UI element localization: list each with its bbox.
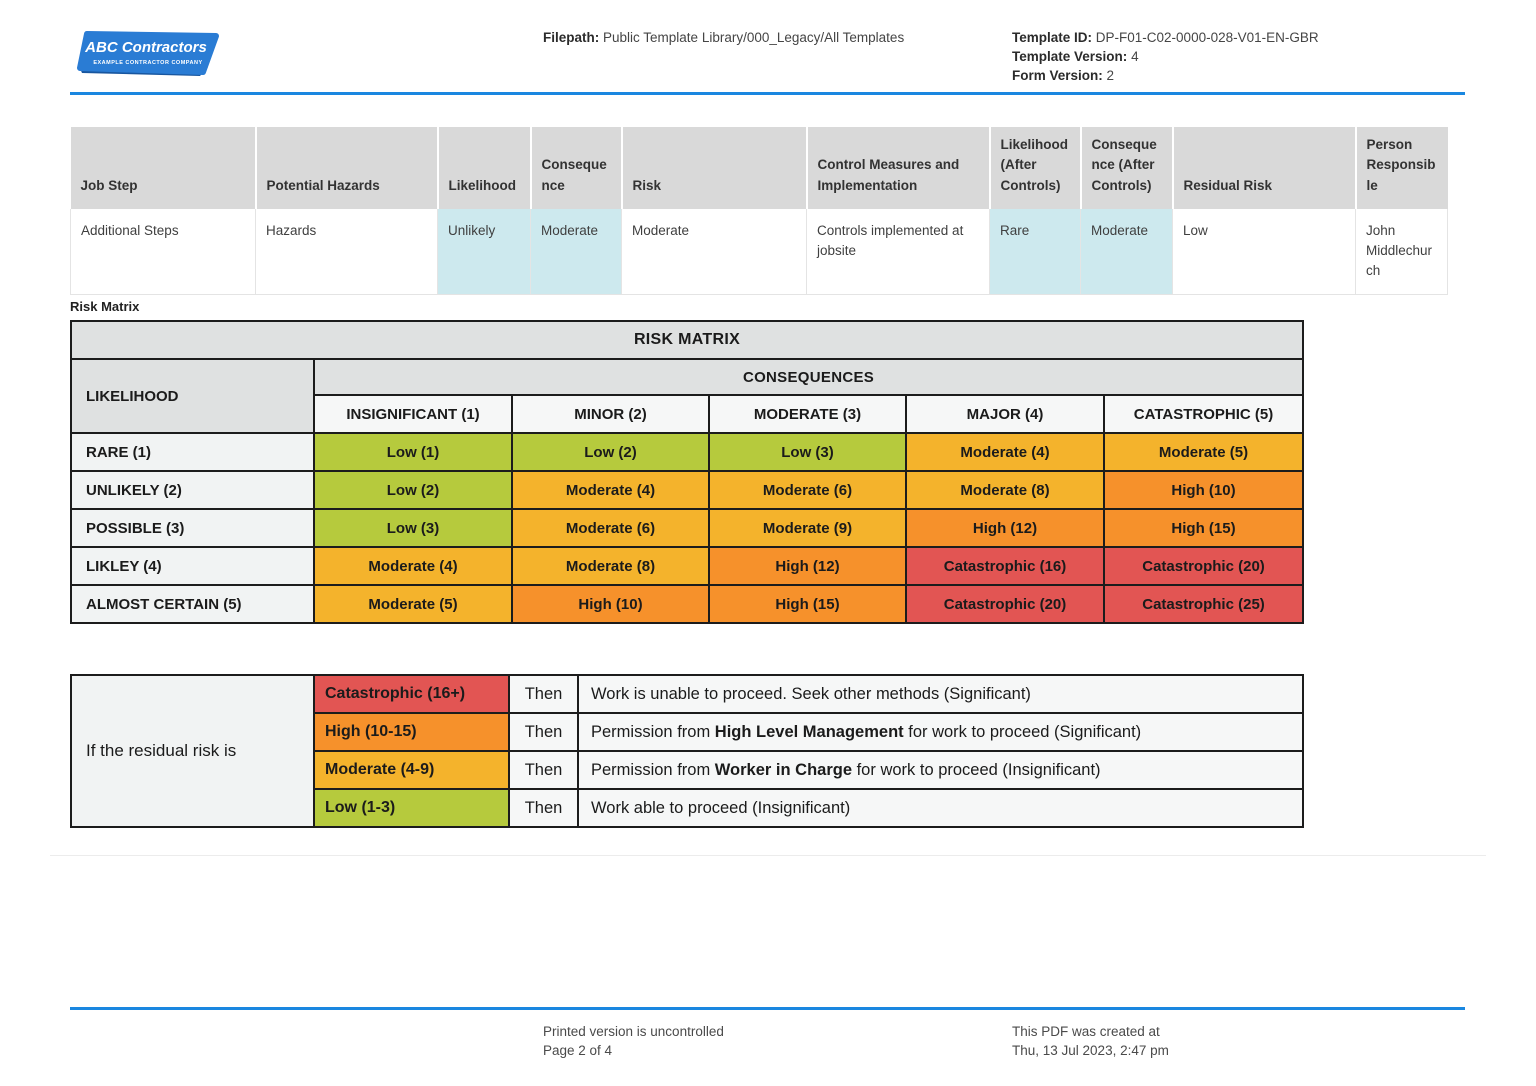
legend-then-label: Then: [509, 751, 578, 789]
footer-divider: [70, 1007, 1465, 1010]
likelihood-row-label: POSSIBLE (3): [71, 509, 314, 547]
risk-matrix-section-label: Risk Matrix: [70, 299, 140, 314]
risk-cell-moderate: Moderate (6): [709, 471, 906, 509]
footer-left: [543, 1022, 724, 1060]
template-version-label: Template Version:: [1012, 49, 1128, 64]
consequence-level-catastrophic: CATASTROPHIC (5): [1104, 395, 1303, 433]
company-logo: [70, 30, 220, 80]
col-control-measures: Control Measures and Implementation: [807, 127, 990, 209]
footer-uncontrolled-note: Printed version is uncontrolled: [543, 1024, 724, 1039]
risk-cell-catastrophic: Catastrophic (20): [906, 585, 1104, 623]
cell-job-step: Additional Steps: [71, 209, 256, 294]
cell-likelihood-after: Rare: [990, 209, 1081, 294]
risk-matrix-row: [71, 509, 1303, 547]
consequence-level-major: MAJOR (4): [906, 395, 1104, 433]
cell-consequence: Moderate: [531, 209, 622, 294]
col-risk: Risk: [622, 127, 807, 209]
legend-then-label: Then: [509, 713, 578, 751]
likelihood-row-label: ALMOST CERTAIN (5): [71, 585, 314, 623]
risk-cell-moderate: Moderate (5): [314, 585, 512, 623]
legend-range-high: High (10-15): [314, 713, 509, 751]
risk-matrix-body: [71, 433, 1303, 623]
legend-row: [71, 675, 1303, 713]
job-step-table: [70, 127, 1448, 295]
template-id-label: Template ID:: [1012, 30, 1093, 45]
consequence-level-insignificant: INSIGNIFICANT (1): [314, 395, 512, 433]
risk-cell-high: High (15): [1104, 509, 1303, 547]
risk-matrix-row: [71, 585, 1303, 623]
risk-cell-moderate: Moderate (9): [709, 509, 906, 547]
cell-consequence-after: Moderate: [1081, 209, 1173, 294]
risk-cell-moderate: Moderate (5): [1104, 433, 1303, 471]
risk-cell-moderate: Moderate (8): [512, 547, 709, 585]
consequence-level-minor: MINOR (2): [512, 395, 709, 433]
risk-matrix-row: [71, 471, 1303, 509]
legend-range-moderate: Moderate (4-9): [314, 751, 509, 789]
template-id-value: DP-F01-C02-0000-028-V01-EN-GBR: [1095, 30, 1319, 45]
risk-cell-moderate: Moderate (8): [906, 471, 1104, 509]
cell-control-measures: Controls implemented at jobsite: [807, 209, 990, 294]
risk-cell-moderate: Moderate (4): [314, 547, 512, 585]
template-id-line: [1012, 28, 1319, 47]
form-version-label: Form Version:: [1012, 68, 1103, 83]
risk-cell-moderate: Moderate (4): [906, 433, 1104, 471]
col-consequence-after: Consequence (After Controls): [1081, 127, 1173, 209]
cell-risk: Moderate: [622, 209, 807, 294]
cell-person-responsible: John Middlechurch: [1356, 209, 1448, 294]
col-job-step: Job Step: [71, 127, 256, 209]
col-potential-hazards: Potential Hazards: [256, 127, 438, 209]
logo-subtitle: EXAMPLE CONTRACTOR COMPANY: [93, 60, 203, 66]
risk-cell-high: High (15): [709, 585, 906, 623]
likelihood-row-label: RARE (1): [71, 433, 314, 471]
legend-description: Permission from High Level Management for work to proceed (Significant): [578, 713, 1303, 751]
logo-title: ABC Contractors: [85, 39, 207, 56]
job-table-data-row: [71, 209, 1448, 294]
legend-then-label: Then: [509, 675, 578, 713]
risk-cell-moderate: Moderate (4): [512, 471, 709, 509]
legend-description: Work is unable to proceed. Seek other methods (Significant): [578, 675, 1303, 713]
cell-potential-hazards: Hazards: [256, 209, 438, 294]
footer-page-number: Page 2 of 4: [543, 1043, 613, 1058]
section-divider: [50, 855, 1486, 856]
col-residual-risk: Residual Risk: [1173, 127, 1356, 209]
legend-range-catastrophic: Catastrophic (16+): [314, 675, 509, 713]
cell-likelihood: Unlikely: [438, 209, 531, 294]
likelihood-header: LIKELIHOOD: [71, 359, 314, 433]
col-consequence: Consequence: [531, 127, 622, 209]
risk-cell-low: Low (3): [314, 509, 512, 547]
risk-cell-catastrophic: Catastrophic (25): [1104, 585, 1303, 623]
consequences-header: CONSEQUENCES: [314, 359, 1303, 395]
filepath: [543, 28, 904, 47]
legend-then-label: Then: [509, 789, 578, 827]
template-version-value: 4: [1131, 49, 1139, 64]
legend-body: [71, 675, 1303, 827]
job-table-header-row: [71, 127, 1448, 209]
footer-created-timestamp: Thu, 13 Jul 2023, 2:47 pm: [1012, 1043, 1169, 1058]
risk-matrix-row: [71, 547, 1303, 585]
risk-matrix-row: [71, 433, 1303, 471]
risk-cell-high: High (12): [906, 509, 1104, 547]
risk-cell-high: High (10): [1104, 471, 1303, 509]
risk-cell-catastrophic: Catastrophic (16): [906, 547, 1104, 585]
risk-cell-high: High (10): [512, 585, 709, 623]
residual-risk-legend: [70, 674, 1304, 828]
risk-cell-low: Low (2): [512, 433, 709, 471]
template-version-line: [1012, 47, 1319, 66]
filepath-label: Filepath:: [543, 30, 600, 45]
template-info: [1012, 28, 1319, 85]
risk-cell-moderate: Moderate (6): [512, 509, 709, 547]
risk-cell-high: High (12): [709, 547, 906, 585]
risk-matrix-title-row: [71, 321, 1303, 359]
form-version-value: 2: [1106, 68, 1115, 83]
consequence-level-moderate: MODERATE (3): [709, 395, 906, 433]
legend-description: Permission from Worker in Charge for work to proceed (Insignificant): [578, 751, 1303, 789]
col-likelihood-after: Likelihood (After Controls): [990, 127, 1081, 209]
filepath-value: Public Template Library/000_Legacy/All Templates: [603, 30, 905, 45]
risk-cell-low: Low (2): [314, 471, 512, 509]
cell-residual-risk: Low: [1173, 209, 1356, 294]
legend-intro: If the residual risk is: [71, 675, 314, 827]
legend-description: Work able to proceed (Insignificant): [578, 789, 1303, 827]
footer-created-label: This PDF was created at: [1012, 1024, 1160, 1039]
risk-matrix-consequences-row: [71, 359, 1303, 395]
form-version-line: [1012, 66, 1319, 85]
likelihood-row-label: UNLIKELY (2): [71, 471, 314, 509]
risk-cell-catastrophic: Catastrophic (20): [1104, 547, 1303, 585]
likelihood-row-label: LIKLEY (4): [71, 547, 314, 585]
footer-right: [1012, 1022, 1169, 1060]
risk-matrix-title: RISK MATRIX: [71, 321, 1303, 359]
col-likelihood: Likelihood: [438, 127, 531, 209]
col-person-responsible: Person Responsible: [1356, 127, 1448, 209]
risk-cell-low: Low (1): [314, 433, 512, 471]
risk-matrix-table: [70, 320, 1304, 624]
legend-range-low: Low (1-3): [314, 789, 509, 827]
risk-cell-low: Low (3): [709, 433, 906, 471]
header-divider: [70, 92, 1465, 95]
